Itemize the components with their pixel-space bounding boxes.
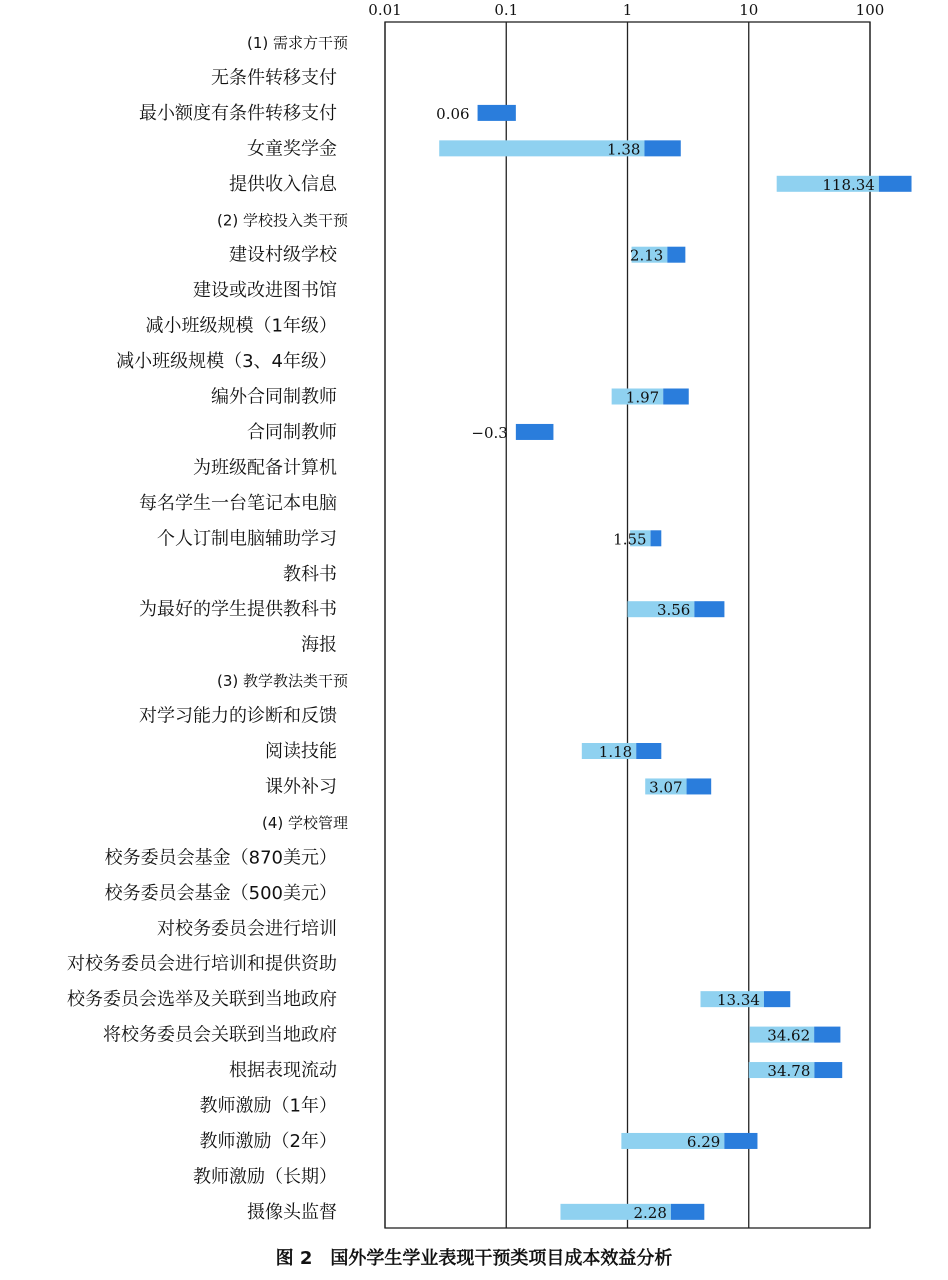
section-label: (4) 学校管理 <box>261 813 348 832</box>
row-label: 阅读技能 <box>265 741 337 762</box>
bar-dark-segment <box>694 601 724 617</box>
bar-dark-segment <box>636 743 661 759</box>
row-label: 编外合同制教师 <box>211 386 337 408</box>
row-label: 课外补习 <box>265 776 337 798</box>
bar-dark-segment <box>644 140 680 156</box>
data-label: 3.07 <box>649 778 683 797</box>
bar-dark-segment <box>879 176 912 192</box>
row-label: 为最好的学生提供教科书 <box>139 599 337 621</box>
row-label: 海报 <box>301 634 337 656</box>
figure-caption: 图 2 国外学生学业表现干预类项目成本效益分析 <box>275 1248 673 1269</box>
data-label: 118.34 <box>822 175 875 194</box>
x-tick-label: 100 <box>855 1 885 19</box>
row-label: 减小班级规模（3、4年级） <box>116 351 337 373</box>
data-label: 1.38 <box>607 140 641 159</box>
row-label: 对校务委员会进行培训和提供资助 <box>67 953 337 975</box>
bar-dark-segment <box>764 991 790 1007</box>
row-label: 将校务委员会关联到当地政府 <box>103 1024 337 1046</box>
bar-dark-segment <box>687 778 712 794</box>
row-label: 每名学生一台笔记本电脑 <box>139 492 337 514</box>
bar-dark-segment <box>814 1062 842 1078</box>
row-label: 女童奖学金 <box>247 138 337 160</box>
row-label: 为班级配备计算机 <box>193 457 337 479</box>
data-label: 0.06 <box>436 104 470 123</box>
bar-dark-segment <box>814 1027 840 1043</box>
data-label: −0.3 <box>471 423 508 442</box>
data-label: 1.18 <box>598 743 633 761</box>
bar-dark-segment <box>478 105 516 121</box>
row-label: 对学习能力的诊断和反馈 <box>139 705 337 727</box>
data-label: 3.56 <box>656 601 691 620</box>
section-label: (2) 学校投入类干预 <box>216 211 348 230</box>
data-label: 2.28 <box>633 1203 667 1222</box>
bar-dark-segment <box>724 1133 757 1149</box>
data-label: 2.13 <box>629 246 664 265</box>
data-label: 1.97 <box>625 388 660 407</box>
row-label: 校务委员会基金（870美元） <box>104 847 337 869</box>
row-label: 合同制教师 <box>247 421 337 443</box>
x-tick-label: 0.1 <box>494 1 519 19</box>
bar-dark-segment <box>667 247 685 263</box>
row-label: 建设或改进图书馆 <box>193 280 337 302</box>
data-label: 34.62 <box>767 1026 811 1045</box>
x-tick-label: 1 <box>622 1 633 19</box>
row-label: 对校务委员会进行培训 <box>157 918 337 940</box>
data-label: 1.55 <box>613 530 647 549</box>
row-label: 校务委员会基金（500美元） <box>104 882 337 904</box>
bar-dark-segment <box>516 424 554 440</box>
data-label: 13.34 <box>716 991 760 1010</box>
data-label: 6.29 <box>686 1132 721 1151</box>
row-label: 教师激励（1年） <box>199 1095 337 1117</box>
bar-dark-segment <box>663 389 689 405</box>
row-label: 最小额度有条件转移支付 <box>139 102 337 124</box>
row-label: 无条件转移支付 <box>211 67 337 89</box>
row-label: 教师激励（长期） <box>193 1166 337 1188</box>
x-tick-label: 0.01 <box>368 1 402 19</box>
row-label: 教师激励（2年） <box>199 1130 337 1152</box>
row-label: 建设村级学校 <box>229 244 337 266</box>
row-label: 校务委员会选举及关联到当地政府 <box>67 989 337 1011</box>
bar-dark-segment <box>651 530 662 546</box>
section-label: (1) 需求方干预 <box>246 34 348 52</box>
section-label: (3) 教学教法类干预 <box>216 672 348 691</box>
row-label: 提供收入信息 <box>229 173 337 195</box>
row-label: 教科书 <box>283 563 337 585</box>
bar-dark-segment <box>671 1204 704 1220</box>
row-label: 摄像头监督 <box>247 1201 337 1223</box>
row-label: 减小班级规模（1年级） <box>145 315 337 337</box>
x-tick-label: 10 <box>739 1 759 19</box>
row-label: 个人订制电脑辅助学习 <box>157 528 337 550</box>
row-label: 根据表现流动 <box>229 1060 337 1082</box>
data-label: 34.78 <box>767 1062 811 1081</box>
